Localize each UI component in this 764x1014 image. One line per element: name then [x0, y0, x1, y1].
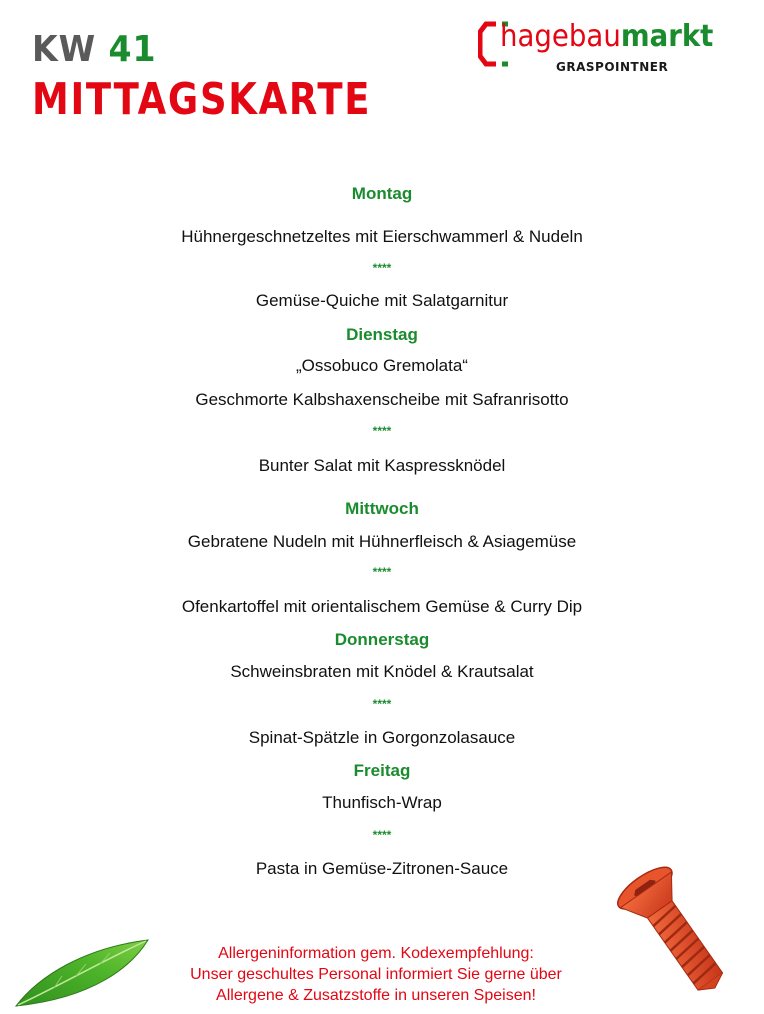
page-title: MITTAGSKARTE [32, 74, 372, 125]
menu-item: Thunfisch-Wrap [322, 793, 442, 812]
separator: **** [372, 697, 392, 711]
leaf-icon [14, 936, 150, 1012]
separator: **** [372, 828, 392, 842]
menu-item: Gebratene Nudeln mit Hühnerfleisch & Asiagemüse [187, 532, 577, 551]
day-heading-friday: Freitag [353, 761, 411, 780]
menu-item: Geschmorte Kalbshaxenscheibe mit Safranrisotto [195, 390, 569, 409]
day-heading-tuesday: Dienstag [346, 325, 418, 344]
separator: **** [372, 261, 392, 275]
logo-subtitle: GRASPOINTNER [556, 60, 669, 74]
separator: **** [372, 565, 392, 579]
menu-item: Hühnergeschnetzeltes mit Eierschwammerl & Nudeln [181, 227, 583, 246]
menu-item: Bunter Salat mit Kaspressknödel [258, 456, 506, 475]
menu-item: Pasta in Gemüse-Zitronen-Sauce [255, 859, 509, 878]
day-heading-wednesday: Mittwoch [345, 499, 419, 518]
logo-wordmark-part2: markt [620, 19, 714, 54]
hagebau-logo [478, 18, 738, 78]
allergen-info-line1: Allergeninformation gem. Kodexempfehlung: [218, 945, 534, 962]
logo-wordmark [500, 20, 713, 54]
menu-item: Gemüse-Quiche mit Salatgarnitur [255, 291, 509, 310]
week-label: KW [32, 29, 97, 70]
screw-icon [602, 864, 752, 1004]
week-number: 41 [108, 29, 157, 70]
day-heading-thursday: Donnerstag [334, 630, 430, 649]
logo-wordmark-part1: hagebau [500, 19, 621, 54]
week-heading [32, 30, 156, 70]
allergen-info-line2: Unser geschultes Personal informiert Sie gerne über [190, 966, 562, 983]
allergen-info-line3: Allergene & Zusatzstoffe in unseren Speisen! [216, 987, 536, 1004]
separator: **** [372, 424, 392, 438]
day-heading-monday: Montag [351, 184, 413, 203]
menu-item-title: „Ossobuco Gremolata“ [296, 356, 468, 375]
menu-item: Schweinsbraten mit Knödel & Krautsalat [230, 662, 534, 681]
menu-item: Spinat-Spätzle in Gorgonzolasauce [248, 728, 516, 747]
menu-item: Ofenkartoffel mit orientalischem Gemüse & Curry Dip [181, 597, 583, 616]
